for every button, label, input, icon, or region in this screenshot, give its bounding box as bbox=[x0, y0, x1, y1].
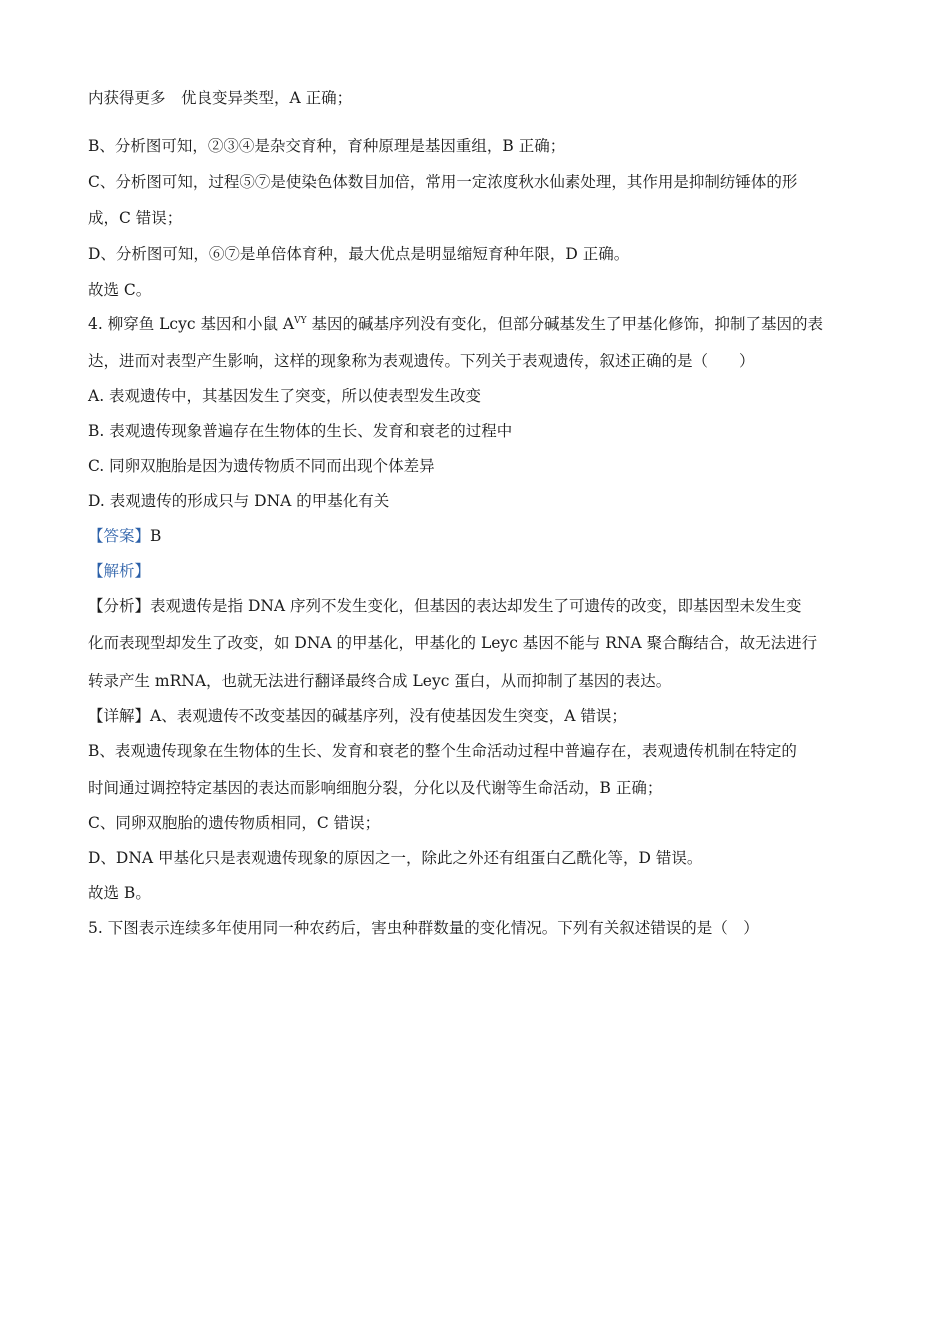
text-line: D、DNA 甲基化只是表观遗传现象的原因之一，除此之外还有组蛋白乙酰化等，D 错误。 bbox=[88, 849, 703, 867]
text-line: 转录产生 mRNA，也就无法进行翻译最终合成 Leyc 蛋白，从而抑制了基因的表达。 bbox=[88, 672, 672, 690]
text-line: 故选 C。 bbox=[88, 281, 152, 299]
text-line: B、表观遗传现象在生物体的生长、发育和衰老的整个生命活动过程中普遍存在，表观遗传机制在特定的 bbox=[88, 742, 797, 760]
option-c: C. 同卵双胞胎是因为遗传物质不同而出现个体差异 bbox=[88, 457, 435, 475]
text-line: 故选 B。 bbox=[88, 884, 151, 902]
text-line: D、分析图可知，⑥⑦是单倍体育种，最大优点是明显缩短育种年限，D 正确。 bbox=[88, 245, 630, 263]
option-d: D. 表观遗传的形成只与 DNA 的甲基化有关 bbox=[88, 492, 390, 510]
analysis-tag: 【解析】 bbox=[88, 562, 151, 580]
text-line: 成，C 错误； bbox=[88, 209, 183, 227]
option-a: A. 表观遗传中，其基因发生了突变，所以使表型发生改变 bbox=[88, 387, 482, 405]
text-line: B、分析图可知，②③④是杂交育种，育种原理是基因重组，B 正确； bbox=[88, 137, 566, 155]
answer-tag: 【答案】 bbox=[88, 527, 151, 545]
answer-line bbox=[88, 526, 161, 546]
detail-line bbox=[88, 706, 627, 726]
answer-value: B bbox=[150, 527, 162, 545]
text-line: 内获得更多 优良变异类型，A 正确； bbox=[88, 89, 353, 107]
question-4-stem bbox=[88, 314, 823, 334]
superscript: VY bbox=[294, 316, 307, 326]
text-span: A、表观遗传不改变基因的碱基序列，没有使基因发生突变，A 错误； bbox=[150, 707, 627, 725]
text-line: 达，进而对表型产生影响，这样的现象称为表观遗传。下列关于表观遗传，叙述正确的是（ ） bbox=[88, 352, 755, 370]
text-line: C、分析图可知，过程⑤⑦是使染色体数目加倍，常用一定浓度秋水仙素处理，其作用是抑制纺锤体的形 bbox=[88, 173, 798, 191]
question-5-stem: 5. 下图表示连续多年使用同一种农药后，害虫种群数量的变化情况。下列有关叙述错误的是（ ） bbox=[88, 919, 759, 937]
text-span: 基因的碱基序列没有变化，但部分碱基发生了甲基化修饰，抑制了基因的表 bbox=[306, 315, 823, 333]
text-line: 化而表现型却发生了改变，如 DNA 的甲基化，甲基化的 Leyc 基因不能与 RNA 聚合酶结合，故无法进行 bbox=[88, 634, 818, 652]
text-span: 表观遗传是指 DNA 序列不发生变化，但基因的表达却发生了可遗传的改变，即基因型未发生变 bbox=[150, 597, 802, 615]
text-line: 时间通过调控特定基因的表达而影响细胞分裂，分化以及代谢等生命活动，B 正确； bbox=[88, 779, 663, 797]
analysis-line bbox=[88, 596, 802, 616]
text-span: 4. 柳穿鱼 Lcyc 基因和小鼠 A bbox=[88, 315, 295, 333]
fenxi-tag: 【分析】 bbox=[88, 597, 151, 615]
text-line: C、同卵双胞胎的遗传物质相同，C 错误； bbox=[88, 814, 381, 832]
option-b: B. 表观遗传现象普遍存在生物体的生长、发育和衰老的过程中 bbox=[88, 422, 513, 440]
xiangjie-tag: 【详解】 bbox=[88, 707, 151, 725]
